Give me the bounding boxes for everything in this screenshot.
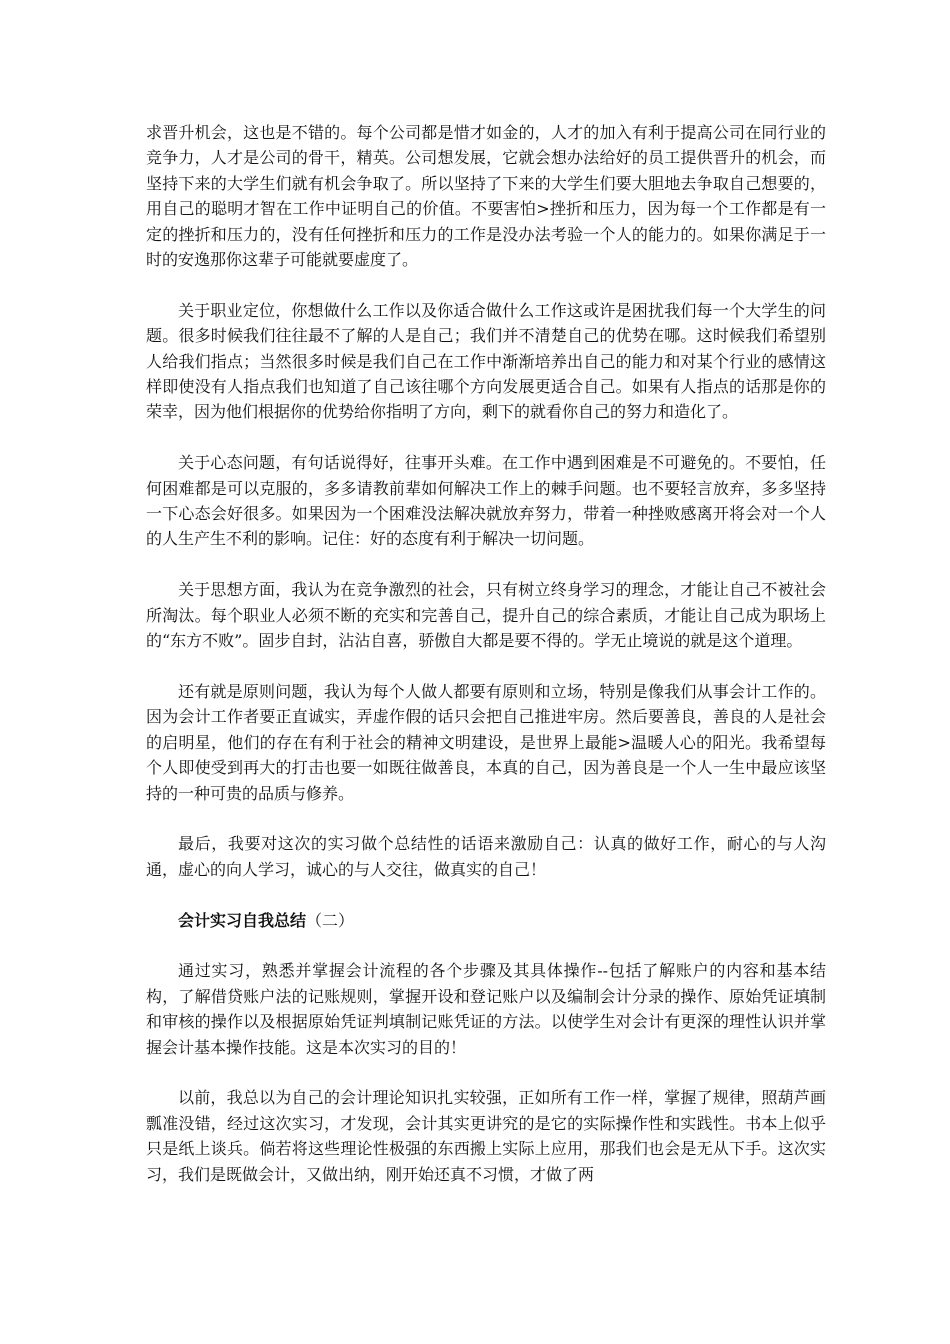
paragraph-continued: 求晋升机会，这也是不错的。每个公司都是惜才如金的，人才的加入有利于提高公司在同行业的竞争力，人才是公司的骨干，精英。公司想发展，它就会想办法给好的员工提供晋升的机会，而坚持下来的大学生们就有机会争取了。所以坚持了下来的大学生们要大胆地去争取自己想要的，用自己的聪明才智在工作中证明自己的价值。不要害怕>挫折和压力，因为每一个工作都是有一定的挫折和压力的，没有任何挫折和压力的工作是没办法考验一个人的能力的。如果你满足于一时的安逸那你这辈子可能就要虚度了。 — [146, 123, 826, 270]
section-heading — [146, 908, 826, 933]
paragraph-internship-purpose: 通过实习，熟悉并掌握会计流程的各个步骤及其具体操作--包括了解账户的内容和基本结构，了解借贷账户法的记账规则，掌握开设和登记账户以及编制会计分录的操作、原始凭证填制和审核的操作以及根据原始凭证判填制记账凭证的方法。以使学生对会计有更深的理性认识并掌握会计基本操作技能。这是本次实习的目的！ — [146, 961, 826, 1057]
section-heading-title: 会计实习自我总结 — [178, 910, 307, 930]
paragraph-thinking: 关于思想方面，我认为在竞争激烈的社会，只有树立终身学习的理念，才能让自己不被社会所淘汰。每个职业人必须不断的充实和完善自己，提升自己的综合素质，才能让自己成为职场上的“东方不败”。固步自封，沾沾自喜，骄傲自大都是要不得的。学无止境说的就是这个道理。 — [146, 580, 826, 651]
paragraph-reflection: 以前，我总以为自己的会计理论知识扎实较强，正如所有工作一样，掌握了规律，照葫芦画瓢准没错，经过这次实习，才发现，会计其实更讲究的是它的实际操作性和实践性。书本上似乎只是纸上谈兵。倘若将这些理论性极强的东西搬上实际上应用，那我们也会是无从下手。这次实习，我们是既做会计，又做出纳，刚开始还真不习惯，才做了两 — [146, 1088, 826, 1184]
paragraph-conclusion: 最后，我要对这次的实习做个总结性的话语来激励自己：认真的做好工作，耐心的与人沟通，虚心的向人学习，诚心的与人交往，做真实的自己！ — [146, 834, 826, 879]
paragraph-career-positioning: 关于职业定位，你想做什么工作以及你适合做什么工作这或许是困扰我们每一个大学生的问题。很多时候我们往往最不了解的人是自己；我们并不清楚自己的优势在哪。这时候我们希望别人给我们指点；当然很多时候是我们自己在工作中渐渐培养出自己的能力和对某个行业的感情这样即使没有人指点我们也知道了自己该往哪个方向发展更适合自己。如果有人指点的话那是你的荣幸，因为他们根据你的优势给你指明了方向，剩下的就看你自己的努力和造化了。 — [146, 300, 826, 422]
paragraph-mindset: 关于心态问题，有句话说得好，往事开头难。在工作中遇到困难是不可避免的。不要怕，任何困难都是可以克服的，多多请教前辈如何解决工作上的棘手问题。也不要轻言放弃，多多坚持一下心态会好很多。如果因为一个困难没法解决就放弃努力，带着一种挫败感离开将会对一个人的人生产生不利的影响。记住：好的态度有利于解决一切问题。 — [146, 453, 826, 549]
section-heading-number: （二） — [306, 910, 355, 930]
document-page — [146, 120, 826, 1212]
paragraph-principles: 还有就是原则问题，我认为每个人做人都要有原则和立场，特别是像我们从事会计工作的。因为会计工作者要正直诚实，弄虚作假的话只会把自己推进牢房。然后要善良，善良的人是社会的启明星，他们的存在有利于社会的精神文明建设，是世界上最能>温暖人心的阳光。我希望每个人即使受到再大的打击也要一如既往做善良，本真的自己，因为善良是一个人一生中最应该坚持的一种可贵的品质与修养。 — [146, 681, 826, 803]
